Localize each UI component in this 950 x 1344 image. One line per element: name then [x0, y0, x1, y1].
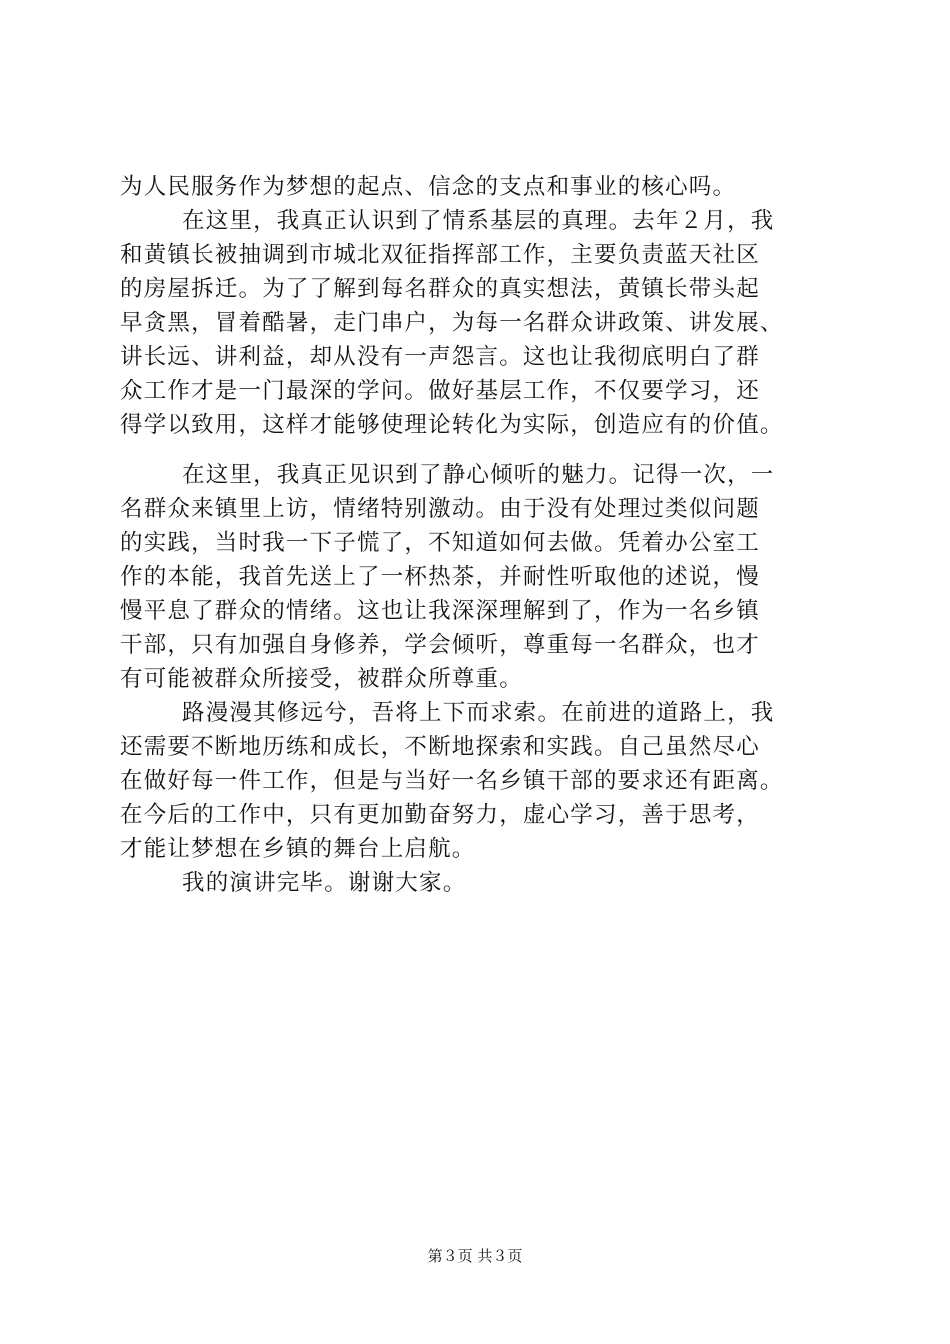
text-line: 还需要不断地历练和成长，不断地探索和实践。自己虽然尽心 — [120, 734, 760, 760]
text-line: 众工作才是一门最深的学问。做好基层工作，不仅要学习，还 — [120, 378, 760, 404]
text-line: 名群众来镇里上访，情绪特别激动。由于没有处理过类似问题 — [120, 496, 760, 522]
text-line: 在今后的工作中，只有更加勤奋努力，虚心学习，善于思考， — [120, 802, 760, 828]
text-line: 作的本能，我首先送上了一杯热茶，并耐性听取他的述说，慢 — [120, 564, 760, 590]
text-line: 和黄镇长被抽调到市城北双征指挥部工作，主要负责蓝天社区 — [120, 242, 760, 268]
text-line: 才能让梦想在乡镇的舞台上启航。 — [120, 836, 476, 862]
text-line: 干部，只有加强自身修养，学会倾听，尊重每一名群众，也才 — [120, 632, 760, 658]
text-line: 在做好每一件工作，但是与当好一名乡镇干部的要求还有距离。 — [120, 768, 784, 794]
text-line: 讲长远、讲利益，却从没有一声怨言。这也让我彻底明白了群 — [120, 344, 760, 370]
page-number-footer: 第３页 共３页 — [427, 1247, 523, 1265]
text-line: 有可能被群众所接受，被群众所尊重。 — [120, 666, 523, 692]
text-line: 早贪黑，冒着酷暑，走门串户，为每一名群众讲政策、讲发展、 — [120, 310, 784, 336]
text-line: 在这里，我真正认识到了情系基层的真理。去年２月，我 — [182, 208, 775, 234]
text-line: 为人民服务作为梦想的起点、信念的支点和事业的核心吗。 — [120, 174, 737, 200]
text-line: 的实践，当时我一下子慌了，不知道如何去做。凭着办公室工 — [120, 530, 760, 556]
text-line: 的房屋拆迁。为了了解到每名群众的真实想法，黄镇长带头起 — [120, 276, 760, 302]
text-line: 在这里，我真正见识到了静心倾听的魅力。记得一次，一 — [182, 462, 775, 488]
text-line: 路漫漫其修远兮，吾将上下而求索。在前进的道路上，我 — [182, 700, 775, 726]
text-line: 我的演讲完毕。谢谢大家。 — [182, 870, 467, 896]
text-line: 得学以致用，这样才能够使理论转化为实际，创造应有的价值。 — [120, 412, 784, 438]
text-line: 慢平息了群众的情绪。这也让我深深理解到了，作为一名乡镇 — [120, 598, 760, 624]
